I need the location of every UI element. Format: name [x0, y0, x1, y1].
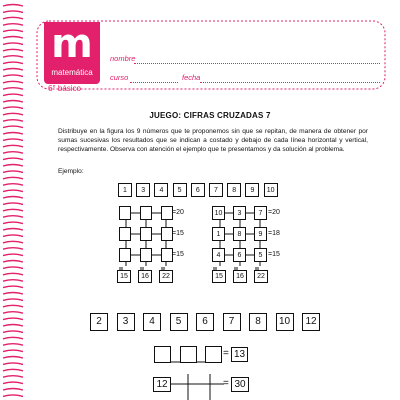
row-total: =18 [268, 230, 280, 237]
course-label: curso [110, 73, 129, 82]
example-number-tile: 6 [191, 183, 205, 197]
problem-number-tile: 10 [276, 313, 294, 331]
row-total: =15 [172, 230, 184, 237]
column-total: 22 [159, 270, 173, 283]
column-total: 22 [254, 270, 268, 283]
blank-cell[interactable] [205, 346, 222, 363]
example-number-tile: 10 [264, 183, 278, 197]
problem-number-tile: 4 [143, 313, 161, 331]
example-number-tile: 5 [173, 183, 187, 197]
problem-number-tile: 5 [170, 313, 188, 331]
example-number-tile: 3 [136, 183, 150, 197]
problem-number-tile: 8 [249, 313, 267, 331]
subject-logo [44, 22, 100, 84]
example-number-tile: 1 [118, 183, 132, 197]
date-label: fecha [182, 73, 201, 82]
name-line[interactable] [134, 63, 380, 64]
example-number-tile: 8 [227, 183, 241, 197]
column-total: 16 [138, 270, 152, 283]
logo-word: matemática [51, 68, 93, 77]
problem-number-tile: 12 [302, 313, 320, 331]
solved-cell: 6 [233, 248, 246, 262]
column-total: 15 [117, 270, 131, 283]
example-number-tile: 9 [245, 183, 259, 197]
course-line[interactable] [130, 82, 178, 83]
solved-cell: 3 [233, 206, 246, 220]
solved-cell: 5 [254, 248, 267, 262]
row-total: =20 [268, 209, 280, 216]
solved-cell: 4 [212, 248, 225, 262]
problem-number-tile: 3 [117, 313, 135, 331]
solved-cell: 10 [212, 206, 225, 220]
row-total: =20 [172, 209, 184, 216]
problem-number-tile: 6 [196, 313, 214, 331]
blank-cell[interactable] [154, 346, 171, 363]
equals-sign: = [223, 378, 229, 389]
grade-label: 6° básico [48, 84, 81, 93]
blank-cell[interactable] [119, 227, 131, 241]
solved-cell: 7 [254, 206, 267, 220]
blank-cell[interactable] [119, 206, 131, 220]
solved-cell: 8 [233, 227, 246, 241]
solved-cell: 9 [254, 227, 267, 241]
blank-cell[interactable] [180, 346, 197, 363]
blank-cell[interactable] [140, 227, 152, 241]
row-total: 30 [231, 377, 249, 392]
example-number-tile: 7 [209, 183, 223, 197]
column-total: 16 [233, 270, 247, 283]
instructions-text: Distribuye en la figura los 9 números que te proponemos sin que se repitan, de manera de obtener por sumas sucesivas los resultados que se indican a costado y debajo de cada línea horizontal y vertical, respectivamente. Observa con atención el ejemplo que te presentamos y da solución al problema. [58, 128, 368, 153]
name-label: nombre [110, 54, 136, 63]
row-total: 13 [231, 347, 248, 362]
problem-number-tile: 2 [90, 313, 108, 331]
equals-sign: = [223, 348, 229, 359]
row-total: =15 [172, 251, 184, 258]
logo-letter: m [51, 21, 93, 67]
blank-cell[interactable] [140, 248, 152, 262]
blank-cell[interactable] [140, 206, 152, 220]
date-line[interactable] [200, 82, 380, 83]
spiral-binding [0, 0, 26, 400]
blank-cell[interactable] [119, 248, 131, 262]
solved-cell: 1 [212, 227, 225, 241]
example-label: Ejemplo: [58, 168, 84, 175]
worksheet-title: JUEGO: CIFRAS CRUZADAS 7 [149, 111, 271, 120]
column-total: 15 [212, 270, 226, 283]
row-total: =15 [268, 251, 280, 258]
given-number: 12 [153, 377, 171, 392]
example-number-tile: 4 [154, 183, 168, 197]
problem-number-tile: 7 [223, 313, 241, 331]
